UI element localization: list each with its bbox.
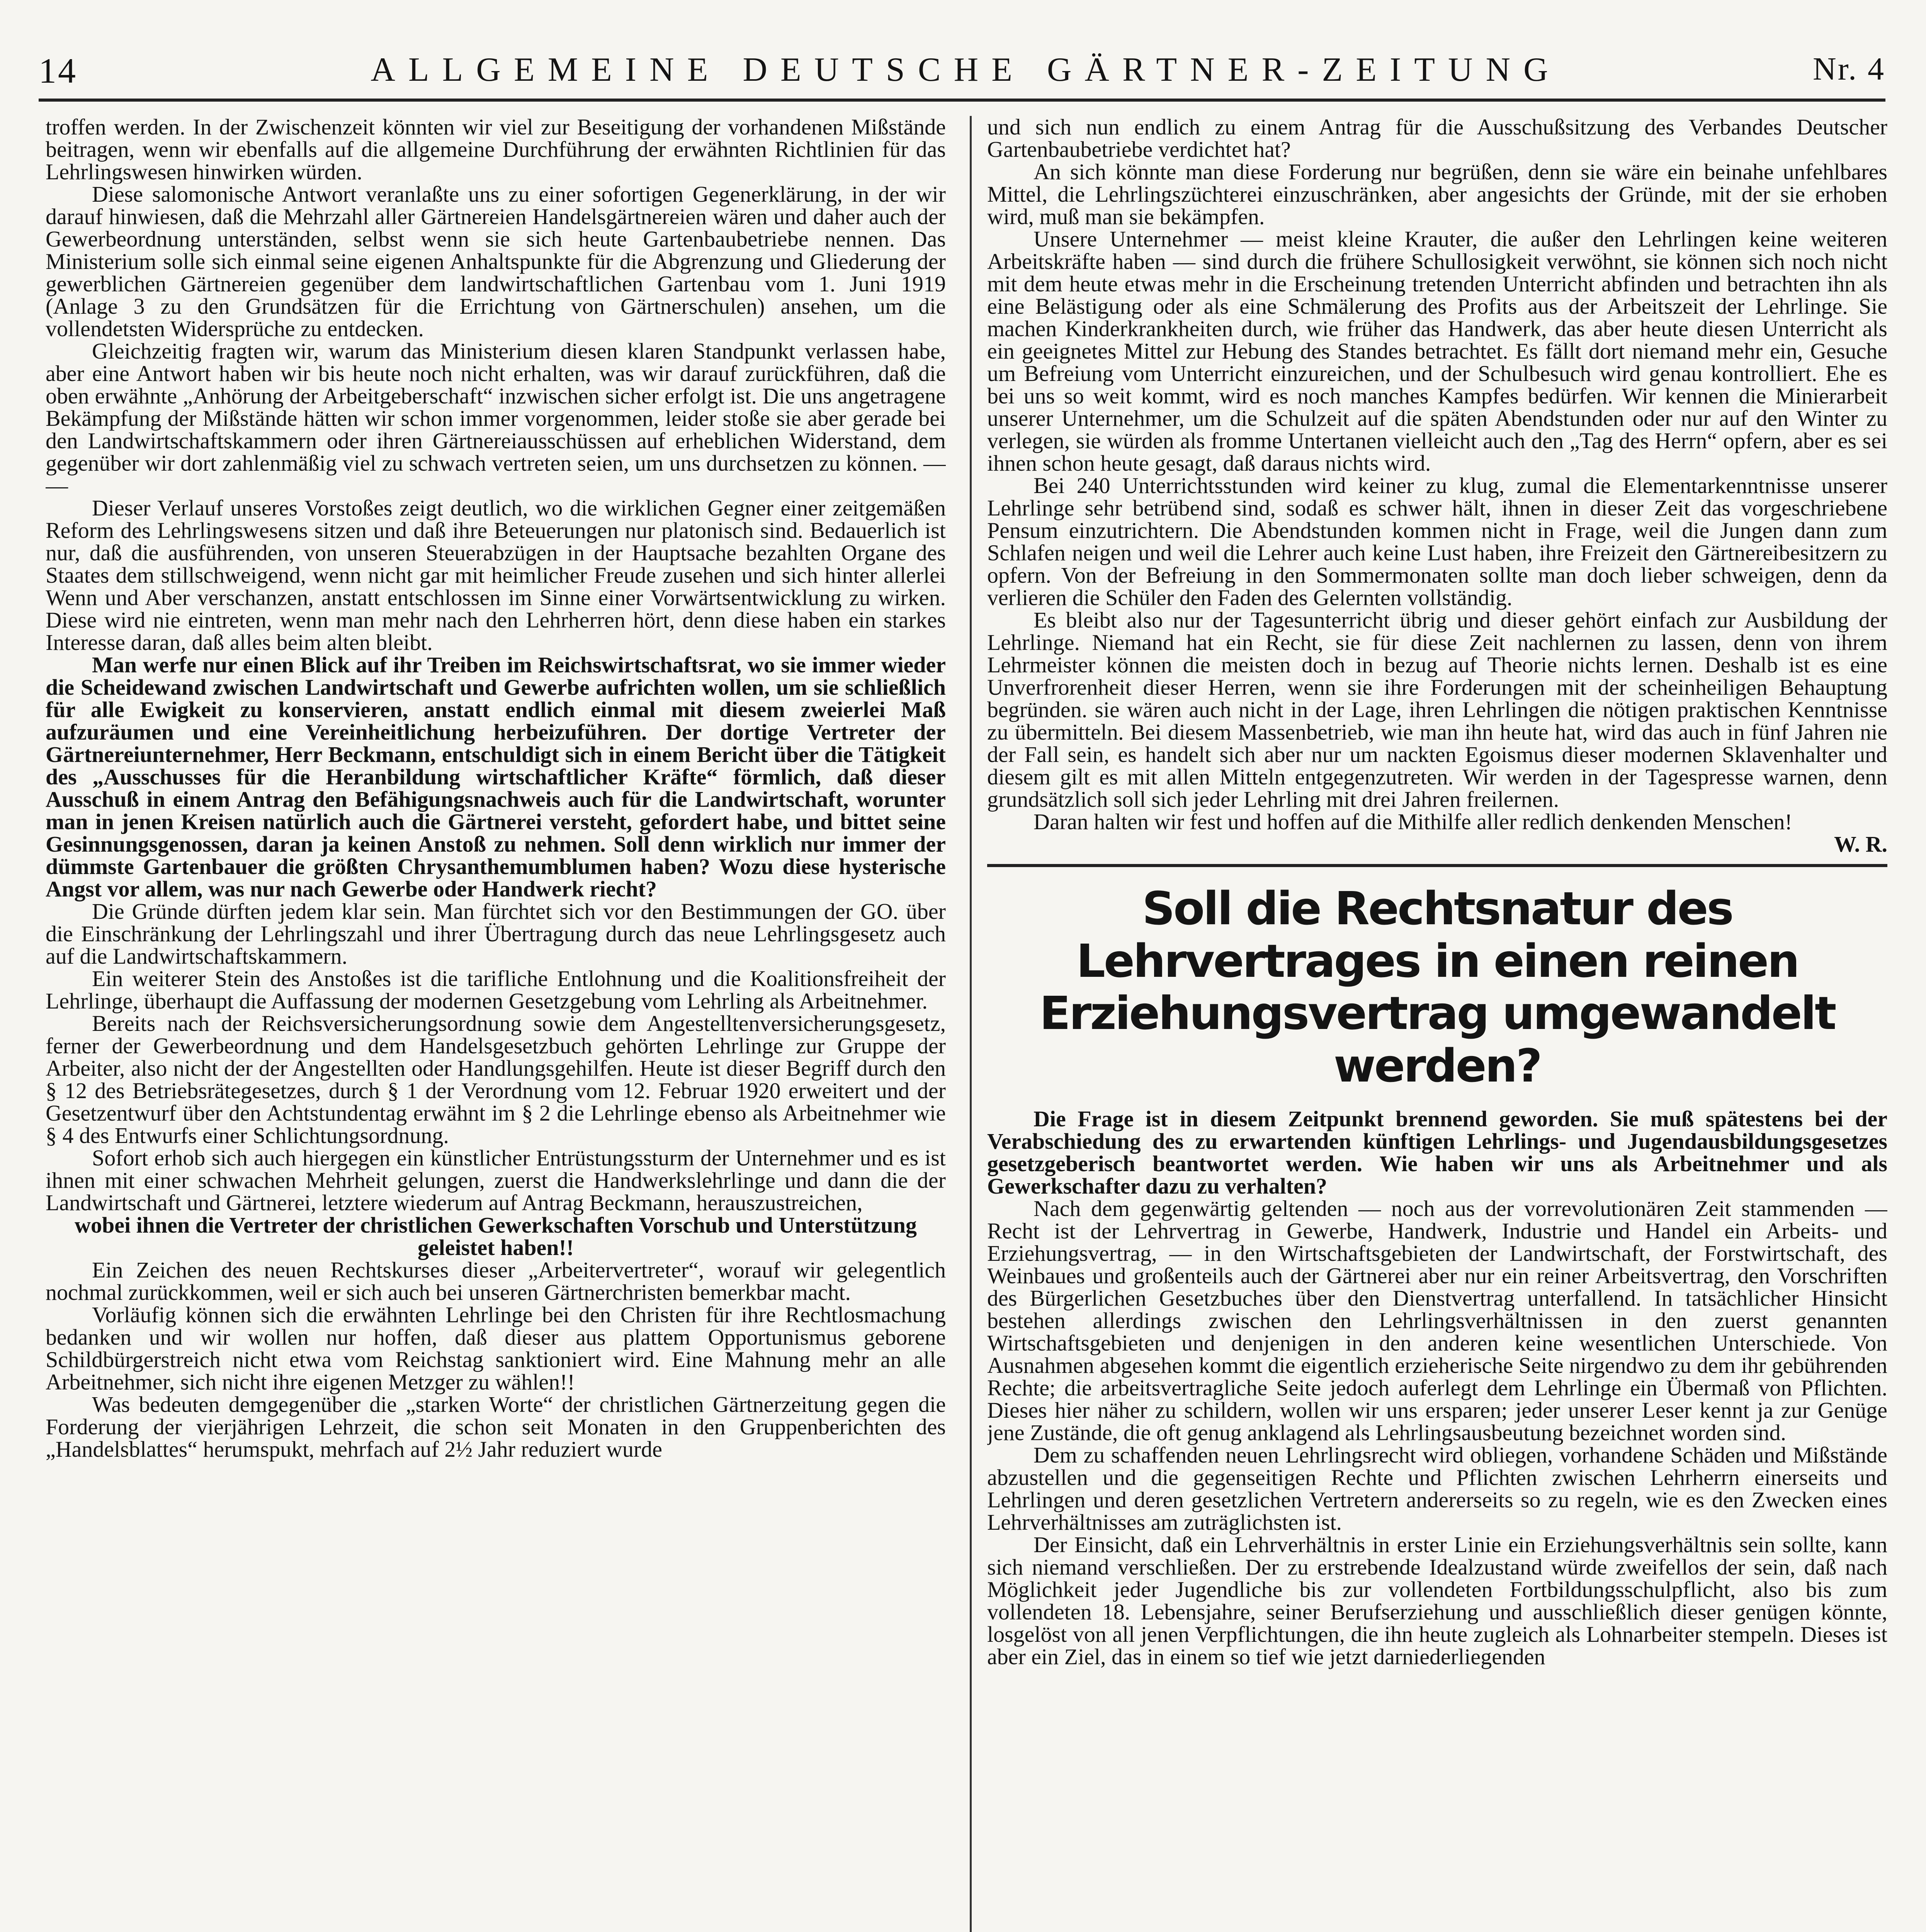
paragraph: Bei 240 Unterrichtsstunden wird keiner zu klug, zumal die Elementarkenntnisse unserer Lehrlinge sehr betrübend sind, sodaß es schwer hält, ihnen in dieser Zeit das vorgeschriebene Pensum einzutrichtern. Die Abendstunden kommen nicht in Frage, weil die Jungen dann zum Schlafen neigen und weil die Lehrer auch keine Lust haben, ihre Freizeit den Gärtnereibesitzern zu opfern. Von der Befreiung in den Sommermonaten sollte man doch lieber schweigen, denn da verlieren die Schüler den Faden des Gelernten vollständig. (987, 473, 1887, 610)
headline-line: Erziehungsvertrag umgewandelt werden? (1039, 986, 1835, 1093)
right-column (987, 116, 1887, 1932)
paragraph: Gleichzeitig fragten wir, warum das Ministerium diesen klaren Standpunkt verlassen habe, aber eine Antwort haben wir bis heute noch nicht erhalten, was wir darauf zurückführen, daß die oben erwähnte „Anhörung der Arbeitgeberschaft“ inzwischen sicher erfolgt ist. Die uns angetragene Bekämpfung der Mißstände hätten wir schon immer vorgenommen, leider stoße sie aber gerade bei den Landwirtschaftskammern oder ihren Gärtnereiausschüssen auf erheblichen Widerstand, dem gegenüber wir dort zahlenmäßig viel zu schwach vertreten seien, um uns durchsetzen zu können. — — (46, 338, 946, 498)
paragraph: und sich nun endlich zu einem Antrag für die Ausschußsitzung des Verbandes Deutscher Gartenbaubetriebe verdichtet hat? (987, 116, 1887, 162)
paragraph: Sofort erhob sich auch hiergegen ein künstlicher Entrüstungssturm der Unternehmer und es ist ihnen mit einer schwachen Mehrheit gelungen, zuerst die Handwerkslehrlinge und dann die der Landwirtschaft und Gärtnerei, letztere wiederum auf Antrag Beckmann, herauszustreichen, (46, 1145, 946, 1215)
paragraph: Der Einsicht, daß ein Lehrverhältnis in erster Linie ein Erziehungsverhältnis sein sollte, kann sich niemand verschließen. Der zu erstrebende Idealzustand würde zweifellos der sein, daß nach Möglichkeit jeder Jugendliche bis zur vollendeten Fortbildungsschulpflicht, also bis zum vollendeten 18. Lebensjahre, seiner Berufserziehung und ausschließlich dieser genügen könnte, losgelöst von all jenen Verpflichtungen, die ihn heute zugleich als Lohnarbeiter stempeln. Dieses ist aber ein Ziel, das in einem so tief wie jetzt darniederliegenden (987, 1532, 1887, 1669)
paragraph: Bereits nach der Reichsversicherungsordnung sowie dem Angestelltenversicherungsgesetz, ferner der Gewerbeordnung und dem Handelsgesetzbuch gehörten Lehrlinge zur Gruppe der Arbeiter, also nicht der der Angestellten oder Handlungsgehilfen. Heute ist dieser Begriff durch den § 12 des Betriebsrätegesetzes, durch § 1 der Verordnung vom 12. Februar 1920 erweitert und der Gesetzentwurf über den Achtstundentag erwähnt im § 2 die Lehrlinge ebenso als Arbeitnehmer wie § 4 des Entwurfs einer Schlichtungsordnung. (46, 1011, 946, 1148)
article-headline (987, 864, 1887, 1092)
paragraph: Ein weiterer Stein des Anstoßes ist die tarifliche Entlohnung und die Koalitionsfreiheit der Lehrlinge, überhaupt die Auffassung der modernen Gesetzgebung vom Lehrling als Arbeitnehmer. (46, 966, 946, 1014)
paragraph: Unsere Unternehmer — meist kleine Krauter, die außer den Lehrlingen keine weiteren Arbeitskräfte haben — sind durch die frühere Schullosigkeit verwöhnt, sie können sich noch nicht mit dem heute etwas mehr in die Erscheinung tretenden Unterricht abfinden und betrachten ihn als eine Belästigung oder als eine Schmälerung des Profits aus der Arbeitszeit der Lehrlinge. Sie machen Kinderkrankheiten durch, wie früher das Handwerk, das aber heute diesen Unterricht als ein geeignetes Mittel zur Hebung des Standes betrachtet. Es fällt dort niemand mehr ein, Gesuche um Befreiung vom Unterricht einzureichen, und der Schulbesuch wird genau kontrolliert. Ehe es bei uns so weit kommt, wird es noch manches Kampfes bedürfen. Wir kennen die Minierarbeit unserer Unternehmer, um die Schulzeit auf die späten Abendstunden oder nur auf den Winter zu verlegen, sie würden als fromme Untertanen vielleicht auch den „Tag des Herrn“ opfern, aber es sei ihnen schon heute gesagt, daß daraus nichts wird. (987, 226, 1887, 476)
paragraph: Was bedeuten demgegenüber die „starken Worte“ der christlichen Gärtnerzeitung gegen die Forderung der vierjährigen Lehrzeit, die schon seit Monaten in den Gruppenberichten des „Handelsblattes“ herumspukt, mehrfach auf 2½ Jahr reduziert wurde (46, 1392, 946, 1462)
issue-number: Nr. 4 (1813, 51, 1885, 87)
paragraph: Diese salomonische Antwort veranlaßte uns zu einer sofortigen Gegenerklärung, in der wir darauf hinwiesen, daß die Mehrzahl aller Gärtnereien Handelsgärtnereien wären und daher auch der Gewerbeordnung unterständen, selbst wenn sie sich heute Gartenbaubetriebe nennen. Das Ministerium solle sich einmal seine eigenen Anhaltspunkte für die Abgrenzung und Gliederung der gewerblichen Gärtnereien gegenüber dem landwirtschaftlichen Gartenbau vom 1. Juni 1919 (Anlage 3 zu den Grundsätzen für die Errichtung von Gärtnerschulen) ansehen, um die vollendetsten Widersprüche zu entdecken. (46, 182, 946, 341)
author-signature: W. R. (1834, 832, 1887, 857)
paragraph: Vorläufig können sich die erwähnten Lehrlinge bei den Christen für ihre Rechtlosmachung bedanken und wir wollen nur hoffen, daß dieser aus plattem Opportunismus geborene Schildbürgerstreich nicht etwa vom Reichstag sanktioniert wird. Eine Mahnung mehr an alle Arbeitnehmer, sich nicht ihre eigenen Metzger zu wählen!! (46, 1302, 946, 1395)
newspaper-title: ALLGEMEINE DEUTSCHE GÄRTNER-ZEITUNG (371, 51, 1561, 88)
paragraph: An sich könnte man diese Forderung nur begrüßen, denn sie wäre ein beinahe unfehlbares Mittel, die Lehrlingszüchterei einzuschränken, aber angesichts der Gründe, mit der sie erhoben wird, muß man sie bekämpfen. (987, 159, 1887, 229)
paragraph: Dieser Verlauf unseres Vorstoßes zeigt deutlich, wo die wirklichen Gegner einer zeitgemäßen Reform des Lehrlingswesens sitzen und daß ihre Beteuerungen nur platonisch sind. Bedauerlich ist nur, daß die ausführenden, von unseren Steuerabzügen in der Hauptsache bezahlten Organe des Staates dem stillschweigend, wenn nicht gar mit heimlicher Freude zusehen und sich hinter allerlei Wenn und Aber verschanzen, anstatt entschlossen im Sinne einer Vorwärtsentwicklung zu wirken. Diese wird nie eintreten, wenn man mehr nach den Lehrherren hört, denn diese haben ein starkes Interesse daran, daß alles beim alten bleibt. (46, 495, 946, 655)
left-column (46, 116, 946, 1932)
paragraph: troffen werden. In der Zwischenzeit könnten wir viel zur Beseitigung der vorhandenen Mißstände beitragen, wenn wir ebenfalls auf die allgemeine Durchführung der erwähnten Richtlinien für das Lehrlingswesen hinwirken würden. (46, 116, 946, 184)
page-number: 14 (39, 51, 77, 90)
paragraph: Nach dem gegenwärtig geltenden — noch aus der vorrevolutionären Zeit stammenden — Recht ist der Lehrvertrag in Gewerbe, Handwerk, Industrie und Handel ein Arbeits- und Erziehungsvertrag, — in den Wirtschaftsgebieten der Landwirtschaft, der Forstwirtschaft, des Weinbaues und großenteils auch der Gärtnerei aber nur ein reiner Arbeitsvertrag, den Vorschriften des Bürgerlichen Gesetzbuches über den Dienstvertrag unterfallend. In tatsächlicher Hinsicht bestehen allerdings zwischen den Lehrlingsverhältnissen in den zuerst genannten Wirtschaftsgebieten und denjenigen in den anderen keine wesentlichen Unterschiede. Von Ausnahmen abgesehen kommt die eigentlich erzieherische Seite nirgendwo zu dem ihr gebührenden Rechte; die arbeitsvertragliche Seite jedoch auferlegt dem Lehrlinge ein Übermaß von Pflichten. Dieses hier näher zu schildern, wollen wir uns ersparen; jeder unserer Leser kennt ja zur Genüge jene Zustände, die oft genug anklagend als Lehrlingsausbeutung bezeichnet worden sind. (987, 1196, 1887, 1445)
paragraph: Es bleibt also nur der Tagesunterricht übrig und dieser gehört einfach zur Ausbildung der Lehrlinge. Niemand hat ein Recht, sie für diese Zeit nachlernen zu lassen, denn von ihrem Lehrmeister können die meisten doch in bezug auf Theorie nichts lernen. Deshalb ist es eine Unverfrorenheit dieser Herren, wenn sie ihre Forderungen mit der scheinheiligen Behauptung begründen. sie wären auch nicht in der Lage, ihren Lehrlingen die nötigen praktischen Kenntnisse zu übermitteln. Bei diesem Massenbetrieb, wie man ihn heute hat, wird das auch in fünf Jahren nie der Fall sein, es handelt sich aber nur um nackten Egoismus dieser modernen Sklavenhalter und diesem gilt es mit allen Mitteln entgegenzutreten. Wir werden in der Tagespresse warnen, denn grundsätzlich soll sich jeder Lehrling mit drei Jahren freilernen. (987, 607, 1887, 812)
paragraph: Dem zu schaffenden neuen Lehrlingsrecht wird obliegen, vorhandene Schäden und Mißstände abzustellen und die gegenseitigen Rechte und Pflichten zwischen Lehrherrn einerseits und Lehrlingen und deren gesetzlichen Vertretern andererseits so zu regeln, wie es den Zwecken eines Lehrverhältnisses am zuträglichsten ist. (987, 1442, 1887, 1535)
headline-line: Soll die Rechtsnatur des Lehrvertrages in einen reinen (1076, 882, 1799, 988)
emphasis-statement: wobei ihnen die Vertreter der christlichen Gewerkschaften Vorschub und Unterstützung geleistet haben!! (75, 1213, 917, 1260)
paragraph: Die Gründe dürften jedem klar sein. Man fürchtet sich vor den Bestimmungen der GO. über die Einschränkung der Lehrlingszahl und ihrer Übertragung durch das neue Lehrlingsgesetz auch auf die Landwirtschaftskammern. (46, 899, 946, 969)
paragraph: Man werfe nur einen Blick auf ihr Treiben im Reichswirtschaftsrat, wo sie immer wieder die Scheidewand zwischen Landwirtschaft und Gewerbe aufrichten wollen, um sie schließlich für alle Ewigkeit zu konservieren, anstatt endlich einmal mit diesem zweierlei Maß aufzuräumen und eine Vereinheitlichung herbeizuführen. Der dortige Vertreter der Gärtnereiunternehmer, Herr Beckmann, entschuldigt sich in einem Bericht über die Tätigkeit des „Ausschusses für die Heranbildung wirtschaftlicher Kräfte“ förmlich, daß dieser Ausschuß in einem Antrag den Befähigungsnachweis auch für die Landwirtschaft, worunter man in jenen Kreisen natürlich auch die Gärtnerei versteht, gefordert habe, und bittet seine Gesinnungsgenossen, daran ja keinen Anstoß zu nehmen. Soll denn wirklich nur immer der dümmste Gartenbauer die größten Chrysanthemumblumen haben? Wozu diese hysterische Angst vor allem, was nur nach Gewerbe oder Handwerk riecht? (46, 652, 946, 901)
closing-line (987, 809, 1887, 857)
closing-text: Daran halten wir fest und hoffen auf die Mithilfe aller redlich denkenden Menschen! (1034, 809, 1792, 834)
header-rule (39, 99, 1885, 102)
page-header (39, 35, 1885, 104)
paragraph: Die Frage ist in diesem Zeitpunkt brennend geworden. Sie muß spätestens bei der Verabschiedung des zu erwartenden künftigen Lehrlings- und Jugendausbildungsgesetzes gesetzgeberisch beantwortet werden. Wie haben wir uns als Arbeitnehmer und als Gewerkschafter dazu zu verhalten? (987, 1106, 1887, 1199)
paragraph: Ein Zeichen des neuen Rechtskurses dieser „Arbeitervertreter“, worauf wir gelegentlich nochmal zurückkommen, weil er sich auch bei unseren Gärtnerchristen bemerkbar macht. (46, 1257, 946, 1305)
column-divider (970, 116, 972, 1932)
